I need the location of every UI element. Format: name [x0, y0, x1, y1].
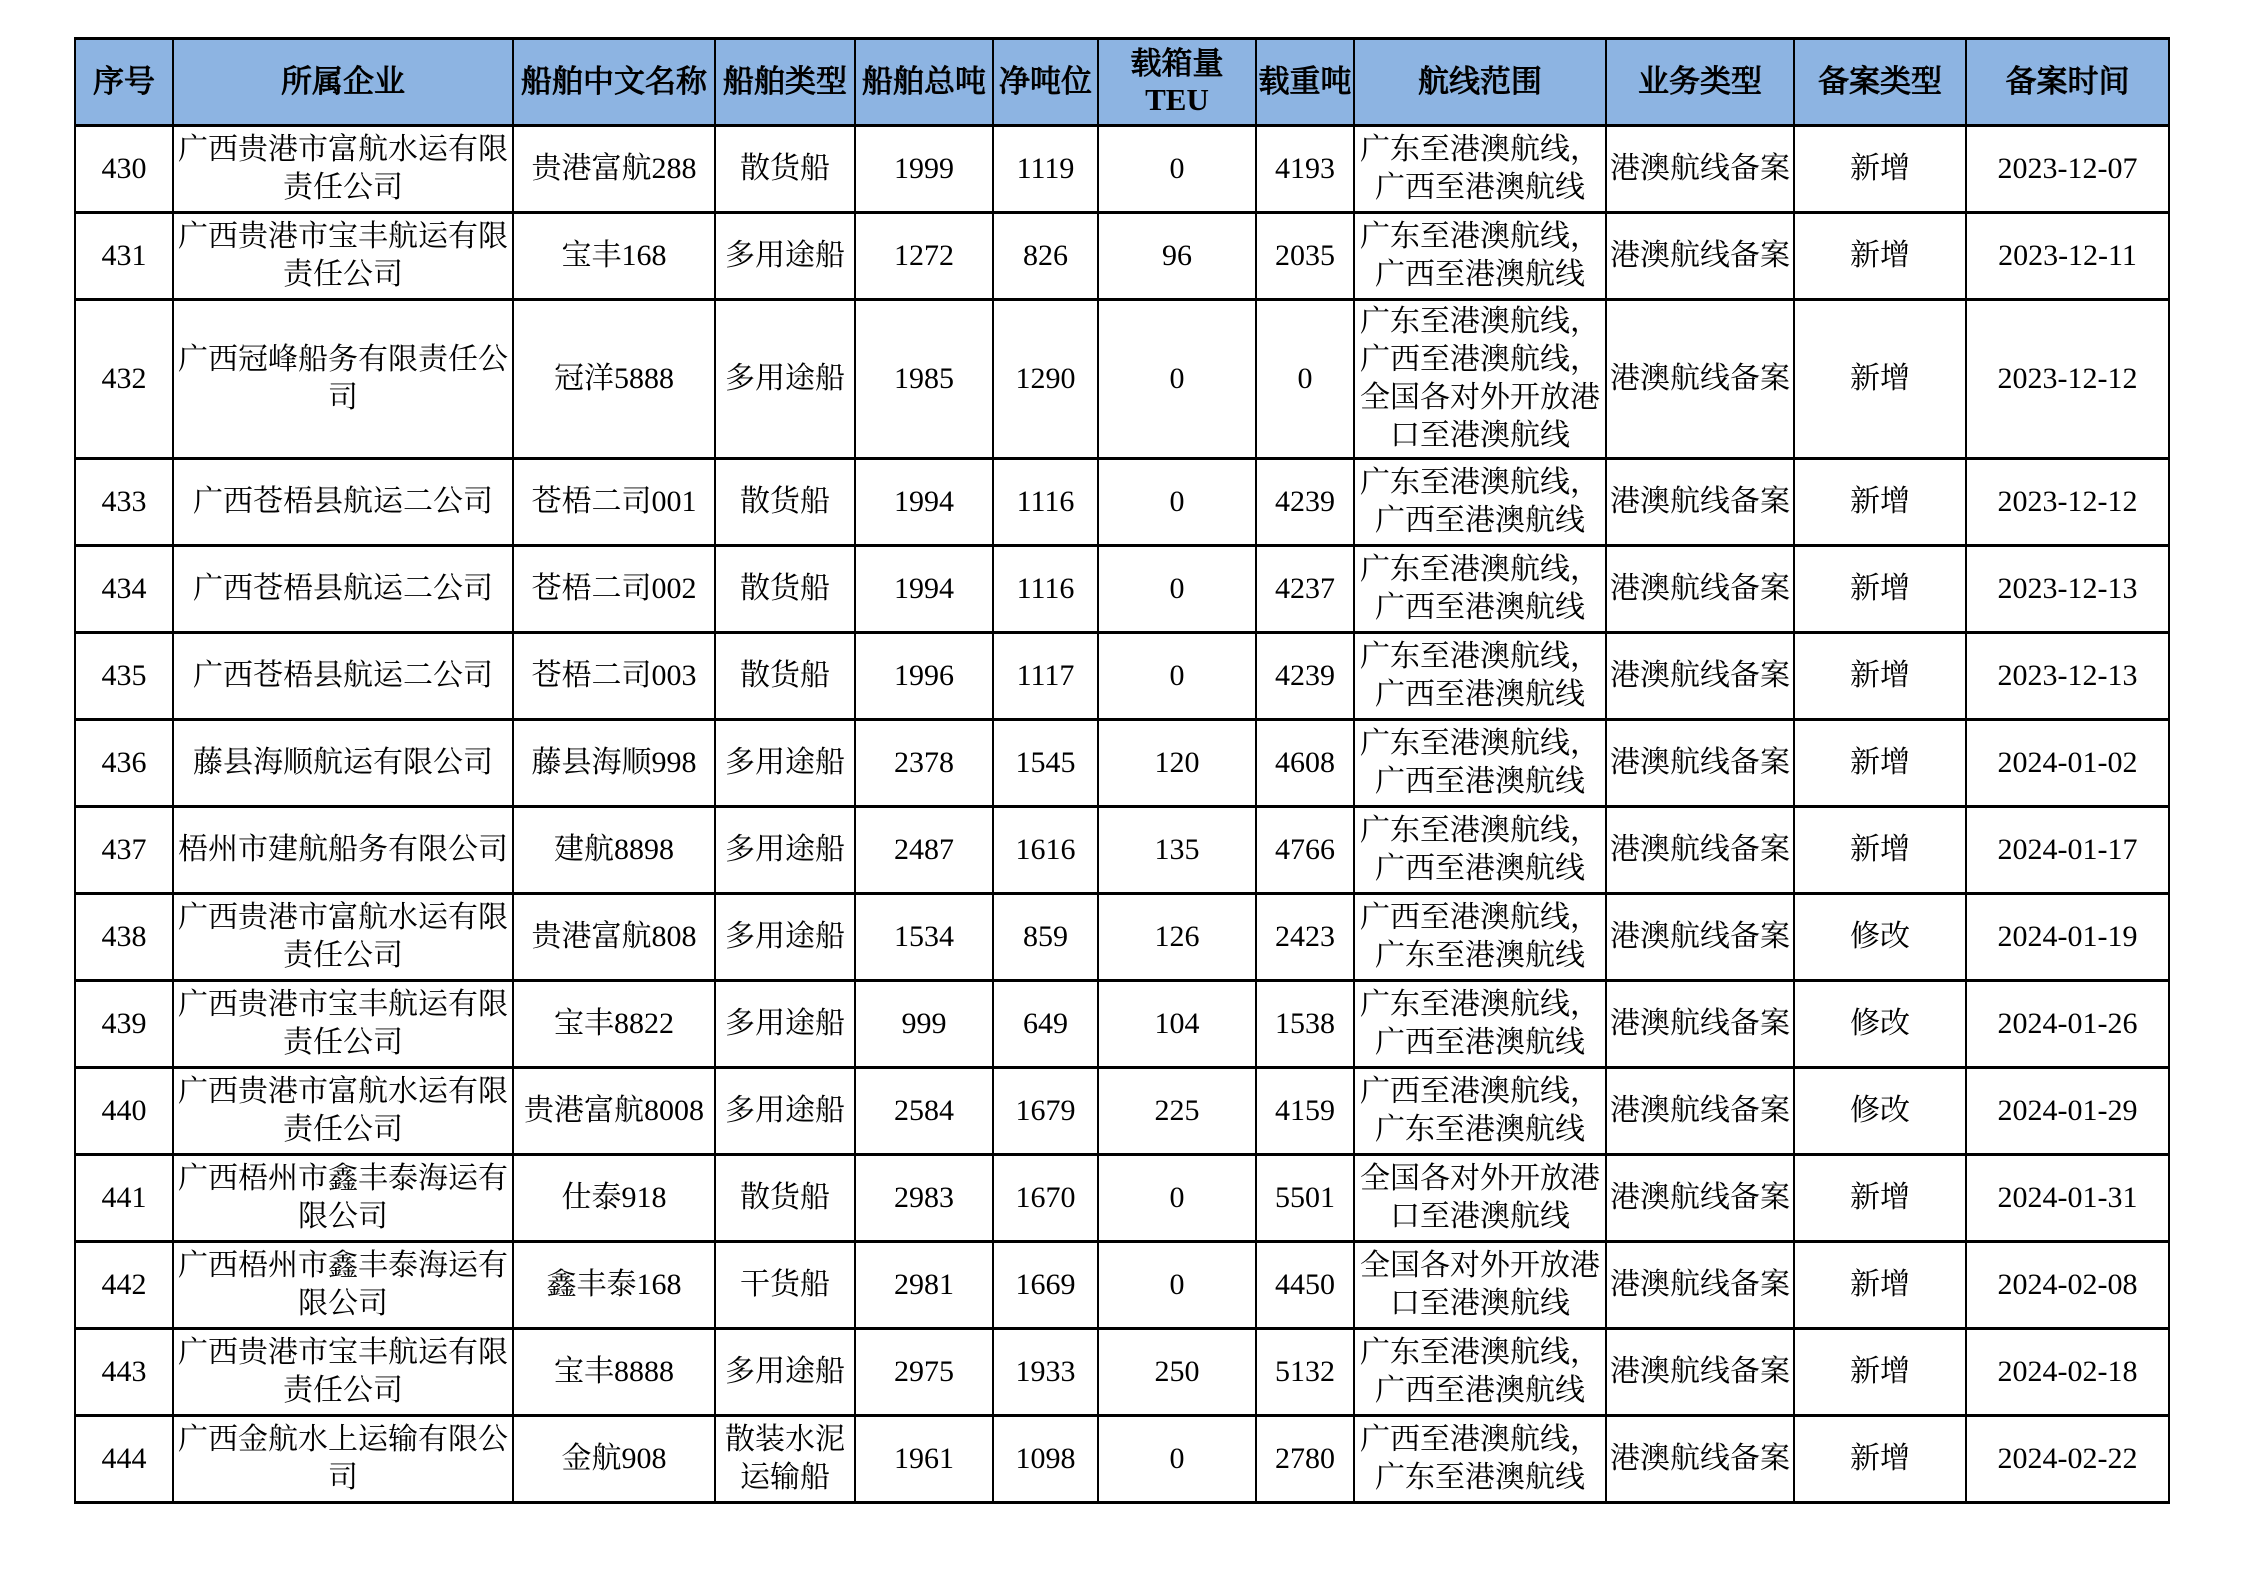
cell-ship-name: 苍梧二司001: [513, 459, 715, 546]
cell-ship-type: 散货船: [715, 546, 855, 633]
cell-route: 广东至港澳航线，广西至港澳航线: [1354, 720, 1606, 807]
cell-teu: 104: [1098, 981, 1256, 1068]
cell-deadweight: 1538: [1256, 981, 1354, 1068]
cell-gross-tons: 1961: [855, 1416, 993, 1503]
cell-record-type: 新增: [1794, 1416, 1966, 1503]
ship-record-table-wrap: [74, 37, 2170, 1504]
cell-deadweight: 2035: [1256, 213, 1354, 300]
cell-ship-type: 干货船: [715, 1242, 855, 1329]
cell-teu: 96: [1098, 213, 1256, 300]
cell-record-date: 2024-01-26: [1966, 981, 2169, 1068]
cell-teu: 0: [1098, 633, 1256, 720]
cell-net-tons: 1545: [993, 720, 1098, 807]
cell-ship-name: 宝丰8822: [513, 981, 715, 1068]
header-teu: 载箱量TEU: [1098, 39, 1256, 126]
cell-record-date: 2024-01-19: [1966, 894, 2169, 981]
cell-business: 港澳航线备案: [1606, 459, 1794, 546]
table-header: [75, 39, 2169, 126]
cell-record-date: 2023-12-12: [1966, 459, 2169, 546]
header-company: 所属企业: [173, 39, 513, 126]
cell-route: 广东至港澳航线，广西至港澳航线: [1354, 459, 1606, 546]
cell-deadweight: 4766: [1256, 807, 1354, 894]
cell-gross-tons: 999: [855, 981, 993, 1068]
table-row: [75, 1242, 2169, 1329]
cell-ship-type: 散货船: [715, 459, 855, 546]
cell-business: 港澳航线备案: [1606, 1416, 1794, 1503]
cell-seq: 431: [75, 213, 173, 300]
cell-teu: 250: [1098, 1329, 1256, 1416]
table-row: [75, 720, 2169, 807]
cell-gross-tons: 2487: [855, 807, 993, 894]
cell-net-tons: 1669: [993, 1242, 1098, 1329]
header-ship-type: 船舶类型: [715, 39, 855, 126]
cell-gross-tons: 1994: [855, 546, 993, 633]
cell-company: 广西贵港市宝丰航运有限责任公司: [173, 213, 513, 300]
cell-net-tons: 1679: [993, 1068, 1098, 1155]
cell-ship-name: 苍梧二司002: [513, 546, 715, 633]
cell-ship-name: 藤县海顺998: [513, 720, 715, 807]
cell-ship-name: 贵港富航808: [513, 894, 715, 981]
cell-record-type: 新增: [1794, 1242, 1966, 1329]
cell-gross-tons: 1999: [855, 126, 993, 213]
cell-company: 广西贵港市富航水运有限责任公司: [173, 126, 513, 213]
cell-seq: 430: [75, 126, 173, 213]
cell-seq: 441: [75, 1155, 173, 1242]
cell-deadweight: 4450: [1256, 1242, 1354, 1329]
cell-deadweight: 4193: [1256, 126, 1354, 213]
cell-net-tons: 1116: [993, 459, 1098, 546]
cell-ship-type: 散货船: [715, 633, 855, 720]
cell-record-type: 新增: [1794, 126, 1966, 213]
cell-ship-name: 建航8898: [513, 807, 715, 894]
header-business: 业务类型: [1606, 39, 1794, 126]
table-body: [75, 126, 2169, 1503]
table-row: [75, 213, 2169, 300]
header-route: 航线范围: [1354, 39, 1606, 126]
table-row: [75, 459, 2169, 546]
cell-route: 广东至港澳航线，广西至港澳航线: [1354, 633, 1606, 720]
cell-record-date: 2023-12-12: [1966, 300, 2169, 459]
cell-record-type: 新增: [1794, 459, 1966, 546]
cell-record-type: 新增: [1794, 1329, 1966, 1416]
cell-teu: 0: [1098, 459, 1256, 546]
cell-business: 港澳航线备案: [1606, 546, 1794, 633]
cell-net-tons: 1098: [993, 1416, 1098, 1503]
cell-seq: 432: [75, 300, 173, 459]
cell-business: 港澳航线备案: [1606, 1242, 1794, 1329]
cell-ship-type: 散货船: [715, 126, 855, 213]
cell-ship-type: 散装水泥运输船: [715, 1416, 855, 1503]
cell-teu: 135: [1098, 807, 1256, 894]
table-row: [75, 633, 2169, 720]
cell-gross-tons: 2975: [855, 1329, 993, 1416]
header-record-type: 备案类型: [1794, 39, 1966, 126]
cell-route: 广西至港澳航线，广东至港澳航线: [1354, 894, 1606, 981]
cell-record-date: 2024-01-17: [1966, 807, 2169, 894]
cell-record-type: 新增: [1794, 300, 1966, 459]
cell-ship-type: 散货船: [715, 1155, 855, 1242]
cell-seq: 440: [75, 1068, 173, 1155]
cell-deadweight: 4159: [1256, 1068, 1354, 1155]
cell-net-tons: 1119: [993, 126, 1098, 213]
cell-company: 广西梧州市鑫丰泰海运有限公司: [173, 1155, 513, 1242]
table-row: [75, 1329, 2169, 1416]
cell-record-type: 新增: [1794, 720, 1966, 807]
table-row: [75, 300, 2169, 459]
cell-business: 港澳航线备案: [1606, 1068, 1794, 1155]
cell-seq: 437: [75, 807, 173, 894]
cell-seq: 443: [75, 1329, 173, 1416]
cell-net-tons: 1290: [993, 300, 1098, 459]
cell-company: 广西贵港市富航水运有限责任公司: [173, 1068, 513, 1155]
cell-ship-name: 贵港富航8008: [513, 1068, 715, 1155]
cell-record-date: 2024-01-31: [1966, 1155, 2169, 1242]
cell-deadweight: 5132: [1256, 1329, 1354, 1416]
header-net-tons: 净吨位: [993, 39, 1098, 126]
cell-gross-tons: 1994: [855, 459, 993, 546]
cell-net-tons: 1616: [993, 807, 1098, 894]
cell-record-type: 修改: [1794, 894, 1966, 981]
header-seq: 序号: [75, 39, 173, 126]
header-deadweight: 载重吨: [1256, 39, 1354, 126]
cell-deadweight: 4239: [1256, 633, 1354, 720]
cell-ship-name: 金航908: [513, 1416, 715, 1503]
cell-ship-name: 宝丰8888: [513, 1329, 715, 1416]
cell-record-type: 修改: [1794, 981, 1966, 1068]
header-gross-tons: 船舶总吨: [855, 39, 993, 126]
cell-company: 广西苍梧县航运二公司: [173, 633, 513, 720]
cell-route: 广东至港澳航线，广西至港澳航线: [1354, 1329, 1606, 1416]
cell-business: 港澳航线备案: [1606, 126, 1794, 213]
cell-ship-name: 冠洋5888: [513, 300, 715, 459]
cell-seq: 435: [75, 633, 173, 720]
cell-record-date: 2024-02-18: [1966, 1329, 2169, 1416]
cell-deadweight: 4239: [1256, 459, 1354, 546]
cell-deadweight: 0: [1256, 300, 1354, 459]
cell-net-tons: 1670: [993, 1155, 1098, 1242]
table-row: [75, 126, 2169, 213]
cell-record-type: 新增: [1794, 633, 1966, 720]
cell-record-type: 新增: [1794, 213, 1966, 300]
cell-record-date: 2023-12-11: [1966, 213, 2169, 300]
header-row: [75, 39, 2169, 126]
cell-route: 广东至港澳航线，广西至港澳航线: [1354, 981, 1606, 1068]
cell-ship-name: 苍梧二司003: [513, 633, 715, 720]
cell-seq: 442: [75, 1242, 173, 1329]
table-row: [75, 546, 2169, 633]
cell-net-tons: 649: [993, 981, 1098, 1068]
cell-teu: 0: [1098, 126, 1256, 213]
cell-gross-tons: 1272: [855, 213, 993, 300]
cell-record-date: 2024-02-08: [1966, 1242, 2169, 1329]
cell-route: 广东至港澳航线，广西至港澳航线: [1354, 546, 1606, 633]
cell-record-date: 2024-01-02: [1966, 720, 2169, 807]
cell-teu: 0: [1098, 300, 1256, 459]
cell-net-tons: 1116: [993, 546, 1098, 633]
cell-ship-type: 多用途船: [715, 981, 855, 1068]
cell-deadweight: 2423: [1256, 894, 1354, 981]
cell-seq: 434: [75, 546, 173, 633]
cell-company: 广西贵港市宝丰航运有限责任公司: [173, 981, 513, 1068]
cell-record-type: 新增: [1794, 1155, 1966, 1242]
cell-ship-type: 多用途船: [715, 894, 855, 981]
cell-business: 港澳航线备案: [1606, 720, 1794, 807]
cell-route: 广东至港澳航线，广西至港澳航线: [1354, 126, 1606, 213]
cell-company: 广西金航水上运输有限公司: [173, 1416, 513, 1503]
cell-route: 广东至港澳航线，广西至港澳航线: [1354, 807, 1606, 894]
cell-net-tons: 1117: [993, 633, 1098, 720]
cell-ship-type: 多用途船: [715, 213, 855, 300]
cell-teu: 0: [1098, 1242, 1256, 1329]
cell-route: 广西至港澳航线，广东至港澳航线: [1354, 1416, 1606, 1503]
cell-ship-type: 多用途船: [715, 720, 855, 807]
cell-route: 广西至港澳航线，广东至港澳航线: [1354, 1068, 1606, 1155]
table-row: [75, 981, 2169, 1068]
cell-record-date: 2023-12-13: [1966, 546, 2169, 633]
cell-deadweight: 4237: [1256, 546, 1354, 633]
cell-business: 港澳航线备案: [1606, 1329, 1794, 1416]
cell-route: 全国各对外开放港口至港澳航线: [1354, 1242, 1606, 1329]
cell-teu: 0: [1098, 1416, 1256, 1503]
cell-gross-tons: 2584: [855, 1068, 993, 1155]
cell-business: 港澳航线备案: [1606, 633, 1794, 720]
cell-record-date: 2024-02-22: [1966, 1416, 2169, 1503]
cell-record-type: 新增: [1794, 546, 1966, 633]
cell-seq: 436: [75, 720, 173, 807]
cell-company: 广西冠峰船务有限责任公司: [173, 300, 513, 459]
cell-seq: 439: [75, 981, 173, 1068]
cell-route: 广东至港澳航线，广西至港澳航线，全国各对外开放港口至港澳航线: [1354, 300, 1606, 459]
cell-deadweight: 4608: [1256, 720, 1354, 807]
table-row: [75, 807, 2169, 894]
cell-net-tons: 859: [993, 894, 1098, 981]
cell-company: 广西苍梧县航运二公司: [173, 546, 513, 633]
cell-teu: 0: [1098, 1155, 1256, 1242]
table-row: [75, 1068, 2169, 1155]
cell-ship-name: 贵港富航288: [513, 126, 715, 213]
table-row: [75, 1155, 2169, 1242]
cell-ship-name: 鑫丰泰168: [513, 1242, 715, 1329]
cell-company: 广西梧州市鑫丰泰海运有限公司: [173, 1242, 513, 1329]
ship-record-table: [74, 37, 2170, 1504]
cell-teu: 126: [1098, 894, 1256, 981]
cell-business: 港澳航线备案: [1606, 807, 1794, 894]
cell-company: 广西贵港市富航水运有限责任公司: [173, 894, 513, 981]
cell-company: 藤县海顺航运有限公司: [173, 720, 513, 807]
cell-record-date: 2024-01-29: [1966, 1068, 2169, 1155]
cell-teu: 0: [1098, 546, 1256, 633]
cell-gross-tons: 2983: [855, 1155, 993, 1242]
cell-teu: 120: [1098, 720, 1256, 807]
cell-business: 港澳航线备案: [1606, 1155, 1794, 1242]
cell-seq: 438: [75, 894, 173, 981]
cell-gross-tons: 1534: [855, 894, 993, 981]
cell-business: 港澳航线备案: [1606, 894, 1794, 981]
cell-ship-type: 多用途船: [715, 1329, 855, 1416]
cell-net-tons: 826: [993, 213, 1098, 300]
cell-route: 广东至港澳航线，广西至港澳航线: [1354, 213, 1606, 300]
cell-route: 全国各对外开放港口至港澳航线: [1354, 1155, 1606, 1242]
cell-gross-tons: 2378: [855, 720, 993, 807]
cell-seq: 444: [75, 1416, 173, 1503]
cell-record-type: 修改: [1794, 1068, 1966, 1155]
cell-gross-tons: 2981: [855, 1242, 993, 1329]
cell-deadweight: 5501: [1256, 1155, 1354, 1242]
cell-business: 港澳航线备案: [1606, 213, 1794, 300]
cell-ship-name: 仕泰918: [513, 1155, 715, 1242]
cell-company: 广西苍梧县航运二公司: [173, 459, 513, 546]
cell-business: 港澳航线备案: [1606, 981, 1794, 1068]
cell-ship-name: 宝丰168: [513, 213, 715, 300]
cell-deadweight: 2780: [1256, 1416, 1354, 1503]
cell-record-date: 2023-12-07: [1966, 126, 2169, 213]
header-record-date: 备案时间: [1966, 39, 2169, 126]
cell-company: 梧州市建航船务有限公司: [173, 807, 513, 894]
cell-gross-tons: 1996: [855, 633, 993, 720]
cell-record-date: 2023-12-13: [1966, 633, 2169, 720]
table-row: [75, 1416, 2169, 1503]
cell-company: 广西贵港市宝丰航运有限责任公司: [173, 1329, 513, 1416]
cell-ship-type: 多用途船: [715, 1068, 855, 1155]
cell-record-type: 新增: [1794, 807, 1966, 894]
header-ship-name: 船舶中文名称: [513, 39, 715, 126]
cell-ship-type: 多用途船: [715, 807, 855, 894]
cell-ship-type: 多用途船: [715, 300, 855, 459]
table-row: [75, 894, 2169, 981]
cell-seq: 433: [75, 459, 173, 546]
cell-net-tons: 1933: [993, 1329, 1098, 1416]
cell-teu: 225: [1098, 1068, 1256, 1155]
cell-business: 港澳航线备案: [1606, 300, 1794, 459]
cell-gross-tons: 1985: [855, 300, 993, 459]
